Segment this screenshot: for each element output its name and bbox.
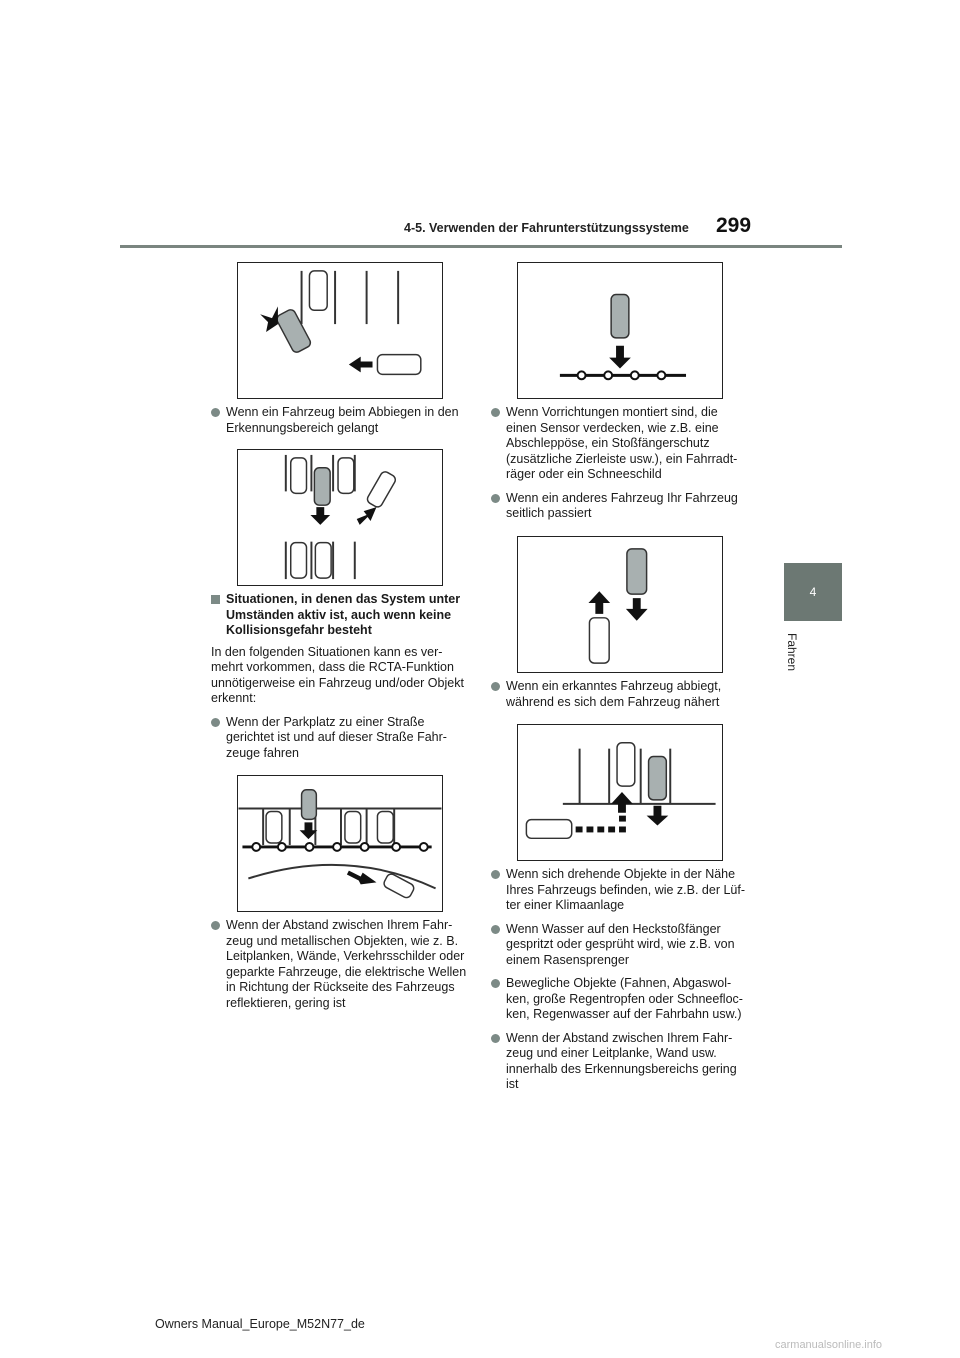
left-column-block-1: [211, 405, 471, 436]
list-item: Wenn ein erkanntes Fahrzeug abbiegt, während es sich dem Fahrzeug nähert: [491, 679, 751, 710]
list-item: Bewegliche Objekte (Fahnen, Abgaswol-ken, große Regentropfen oder Schneefloc-ken, Regenwasser auf der Fahrbahn usw.): [491, 976, 751, 1023]
left-column-block-2: [211, 592, 471, 761]
section-heading: Situationen, in denen das System unter Umständen aktiv ist, auch wenn keine Kollisionsgefahr besteht: [211, 592, 471, 639]
footer-text: Owners Manual_Europe_M52N77_de: [155, 1317, 365, 1331]
list-item: Wenn der Parkplatz zu einer Straße gerichtet ist und auf dieser Straße Fahr-zeuge fahren: [211, 715, 471, 762]
list-item: Wenn ein Fahrzeug beim Abbiegen in den Erkennungsbereich gelangt: [211, 405, 471, 436]
figure-sensor-covered: [517, 262, 723, 399]
right-column-block-3: [491, 867, 751, 1093]
figure-turning-vehicle: [237, 262, 443, 399]
section-title: 4-5. Verwenden der Fahrunterstützungssysteme: [404, 221, 689, 235]
watermark[interactable]: carmanualsonline.info: [775, 1339, 883, 1351]
header-divider: [120, 245, 842, 248]
figure-turning-approach: [517, 724, 723, 861]
left-column-block-3: [211, 918, 471, 1011]
figure-vehicle-passing: [517, 536, 723, 673]
list-item: Wenn der Abstand zwischen Ihrem Fahr-zeug und metallischen Objekten, wie z. B. Leitplanken, Wände, Verkehrsschilder oder geparkte Fahrzeuge, die elektrische Wellen in Richtung der Rückseite des Fahrzeugs reflektieren, gering ist: [211, 918, 471, 1011]
chapter-label: Fahren: [785, 633, 799, 672]
list-item: Wenn Vorrichtungen montiert sind, die einen Sensor verdecken, wie z.B. eine Abschleppöse, ein Stoßfängerschutz (zusätzliche Zierleiste usw.), ein Fahrradt-räger oder ein Schneeschild: [491, 405, 751, 483]
figure-lateral-pass: [237, 449, 443, 586]
list-item: Wenn ein anderes Fahrzeug Ihr Fahrzeug seitlich passiert: [491, 491, 751, 522]
right-column-block-1: [491, 405, 751, 522]
right-column-block-2: [491, 679, 751, 710]
figure-road-parking: [237, 775, 443, 912]
page-number: 299: [716, 214, 752, 237]
list-item: Wenn Wasser auf den Heckstoßfänger gespritzt oder gesprüht wird, wie z.B. von einem Rasensprenger: [491, 922, 751, 969]
list-item: Wenn der Abstand zwischen Ihrem Fahr-zeug und einer Leitplanke, Wand usw. innerhalb des Erkennungsbereichs gering ist: [491, 1031, 751, 1093]
chapter-tab[interactable]: 4: [784, 563, 842, 621]
list-item: Wenn sich drehende Objekte in der Nähe Ihres Fahrzeugs befinden, wie z.B. der Lüf-ter einer Klimaanlage: [491, 867, 751, 914]
intro-paragraph: In den folgenden Situationen kann es ver-mehrt vorkommen, dass die RCTA-Funktion unnötigerweise ein Fahrzeug und/oder Objekt erkennt:: [211, 644, 464, 705]
